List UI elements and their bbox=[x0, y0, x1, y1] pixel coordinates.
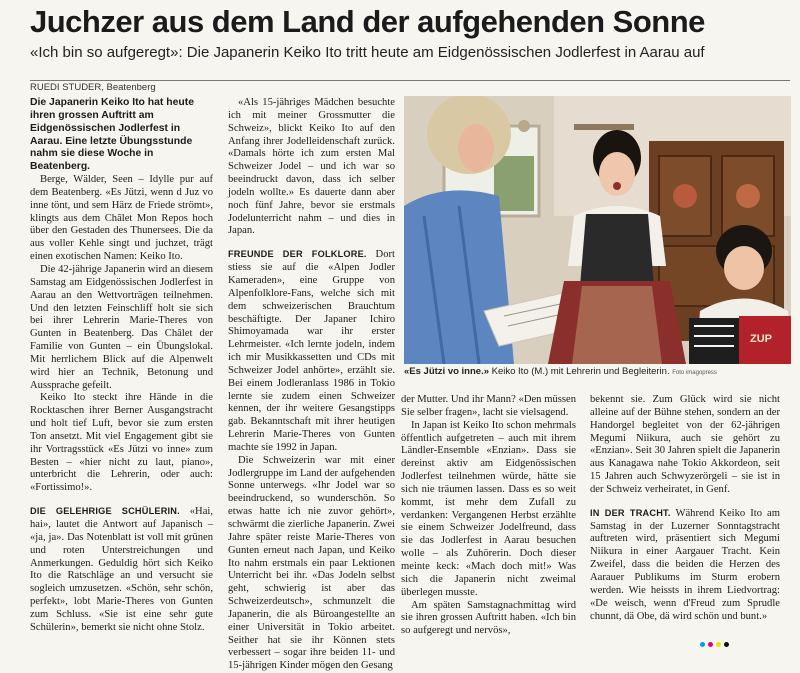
photo-illustration bbox=[404, 96, 791, 364]
divider bbox=[30, 80, 790, 81]
section-kicker: IN DER TRACHT. bbox=[590, 507, 671, 518]
paragraph: der Mutter. Und ihr Mann? «Den müssen Sie selber fragen», lacht sie vielsagend. bbox=[401, 394, 576, 418]
lead-paragraph: Die Japanerin Keiko Ito hat heute ihren grossen Auftritt am Eidgenössischen Jodlerfest in Aarau. Eine letzte Übungsstunde nahm sie diese Woche in Beatenberg. bbox=[30, 97, 194, 173]
section-kicker: DIE GELEHRIGE SCHÜLERIN. bbox=[30, 506, 180, 517]
author-byline: RUEDI STUDER, Beatenberg bbox=[30, 82, 156, 93]
article-column-4 bbox=[590, 394, 780, 623]
subtitle: «Ich bin so aufgeregt»: Die Japanerin Keiko Ito tritt heute am Eidgenössischen Jodlerfest in Aarau auf bbox=[30, 44, 705, 61]
article-column-1 bbox=[30, 97, 213, 635]
paragraph bbox=[30, 505, 213, 634]
accordion-keys bbox=[689, 318, 739, 364]
paragraph: «Als 15-jähriges Mädchen besuchte ich mit meiner Grossmutter die Schweiz», blickt Keiko Ito auf den Anfang ihrer Jodelleidenschaft zurück. «Damals hörte ich zum ersten Mal Schweizer Jodel – und ich war so beeindruckt davon, dass ich selber jodeln wollte.» Es dauerte dann aber noch fünf Jahre, bevor sie erstmals Jodelunterricht nahm – und dies in Japan. bbox=[228, 97, 395, 237]
article-column-3 bbox=[401, 394, 576, 638]
article-column-2 bbox=[228, 97, 395, 673]
paragraph: Keiko Ito steckt ihre Hände in die Rocktaschen ihrer Berner Ausgangstracht und holt tief Luft, bevor sie zum ersten Ton ansetzt. Mit viel Engagement gibt sie ihr Vortragsstück «Es Jützi vo inne» zum Besten – «hier nicht zu laut, piano», unterbricht die Lehrerin, oder auch: «Fortissimo!». bbox=[30, 392, 213, 494]
paragraph-text: Während Keiko Ito am Samstag in der Luzerner Sonntagstracht auftreten wird, präsentiert sich Megumi Niikura in einer Aargauer Tracht. Kein Zweifel, dass die beiden die Herzen des Aarauer Publikums im Sturm erobern werden. Wie heissts in ihrem Liedvortrag: «De weisch, wenn d'Freud zum Sprudle chunnt, dä Obe, dä wird schön und bunt.» bbox=[590, 507, 781, 622]
paragraph-text: «Hai, hai», lautet die Antwort auf Japanisch – «ja, ja». Das Notenblatt ist voll mit grünen und roten Unterstreichungen und Anmerkungen. Geduldig hört sich Keiko Ito die Ratschläge an und versucht sie sogleich umzusetzen. «Schön, sehr schön, perfekt», lobt Marie-Theres von Gunten zum Schluss. «Sie ist eine sehr gute Schülerin», bemerkt sie nicht ohne Stolz. bbox=[30, 506, 214, 633]
photo-credit: Foto imagopress bbox=[672, 370, 717, 376]
section-kicker: FREUNDE DER FOLKLORE. bbox=[228, 249, 367, 260]
paragraph: Die Schweizerin war mit einer Jodlergruppe im Land der aufgehenden Sonne unterwegs. «Ihr Jodel war so beeindruckend, so wunderschön. So etwas hatte ich nie zuvor gehört», schwärmt die zierliche Japanerin. Zwei Jahre später reiste Marie-Theres von Gunten erneut nach Japan, und Keiko Ito nahm erstmals ein paar Lektionen Unterricht bei ihr. «Das Jodeln selbst geht, schwierig ist aber das Schweizerdeutsch», schmunzelt die Japanerin, die als Büroangestellte an einer Universität in Tokio arbeitet. Seither hat sie ihr Können stets verbessert – sogar ihre beiden 11- und 15-jährigen Kinder mögen den Gesang bbox=[228, 454, 395, 672]
paragraph bbox=[590, 507, 780, 624]
paragraph: Berge, Wälder, Seen – Idylle pur auf dem Beatenberg. «Es Jützi, wenn d Juz vo inne tönt, und sem Härz de Friede strömt», klingts aus dem Châlet Mon Repos hoch über den Gestaden des Thunersees. Die da aus voller Kehle singt und juchzet, trägt einen exotischen Namen: Keiko Ito. bbox=[30, 174, 213, 263]
article-photo bbox=[404, 96, 791, 364]
caption-title: «Es Jützi vo inne.» bbox=[404, 366, 489, 377]
paragraph-text: Dort stiess sie auf die «Alpen Jodler Kameraden», eine Gruppe von Alpenfolklore-Fans, welche sich mit dem schweizerischen Brauchtum beschäftigte. Der Japaner Ichiro Shimoyamada war ihr erster Lehrmeister. «Ich lernte jodeln, indem ich mir Musikkassetten und CDs mit Schweizer Jodel anhörte», erzählt sie. Bei einem Jodleranlass 1986 in Tokio lernte sie zudem einen Schweizer kennen, der ihr weitere Gesangstipps gab. Bekanntschaft mit ihrer heutigen Lehrerin Marie-Theres von Gunten machte sie 1992 in Japan. bbox=[228, 249, 395, 453]
paragraph: In Japan ist Keiko Ito schon mehrmals öffentlich aufgetreten – auch mit ihrem Ländler-Ensemble «Enzian». Dass sie dereinst aktiv am Eidgenössischen Jodlerfest teilnehmen würde, hätte sie sich nie träumen lassen. Dass es so weit kommt, ist mehr dem Zufall zu verdanken: Vergangenen Herbst erzählte sie einem Schweizer Jodelfreund, dass sie das Jodlerfest in Aarau besuchen wolle – als Zuhörerin. Doch dieser meinte keck: «Mach doch mit!» Was sich die Japanerin nicht zweimal überlegen musste. bbox=[401, 419, 576, 598]
paragraph: Die 42-jährige Japanerin wird an diesem Samstag am Eidgenössischen Jodlerfest in Aarau an den Wettvorträgen teilnehmen. Und den letzten Feinschliff holt sie sich bei ihrer Lehrerin Marie-Theres von Gunten in Beatenberg. Das Châlet der Familie von Gunten – ein Übungslokal. Mit herrlichem Blick auf die Alpenwelt wird hier an Technik, Betonung und Aussprache gefeilt. bbox=[30, 263, 213, 391]
caption-text: Keiko Ito (M.) mit Lehrerin und Begleiterin. bbox=[489, 366, 670, 377]
headline: Juchzer aus dem Land der aufgehenden Sonne bbox=[30, 4, 705, 39]
paragraph bbox=[228, 248, 395, 455]
paragraph: bekennt sie. Zum Glück wird sie nicht alleine auf der Bühne stehen, sondern an der Handorgel begleitet von der 62-jährigen Megumi Niikura, auch sie gehört zu «Enzian». Seit 30 Jahren spielt die Japanerin aus Kanagawa nahe Tokio Akkordeon, seit 15 Jahren auch Schwyzerörgeli – sie ist in der Schweiz verheiratet, in Genf. bbox=[590, 394, 780, 495]
accordion-label: ZUP bbox=[750, 333, 772, 345]
photo-caption bbox=[404, 366, 791, 377]
print-color-marks bbox=[700, 642, 729, 647]
paragraph: Am späten Samstagnachmittag wird sie ihren grossen Auftritt haben. «Ich bin so aufgeregt und nervös», bbox=[401, 599, 576, 637]
